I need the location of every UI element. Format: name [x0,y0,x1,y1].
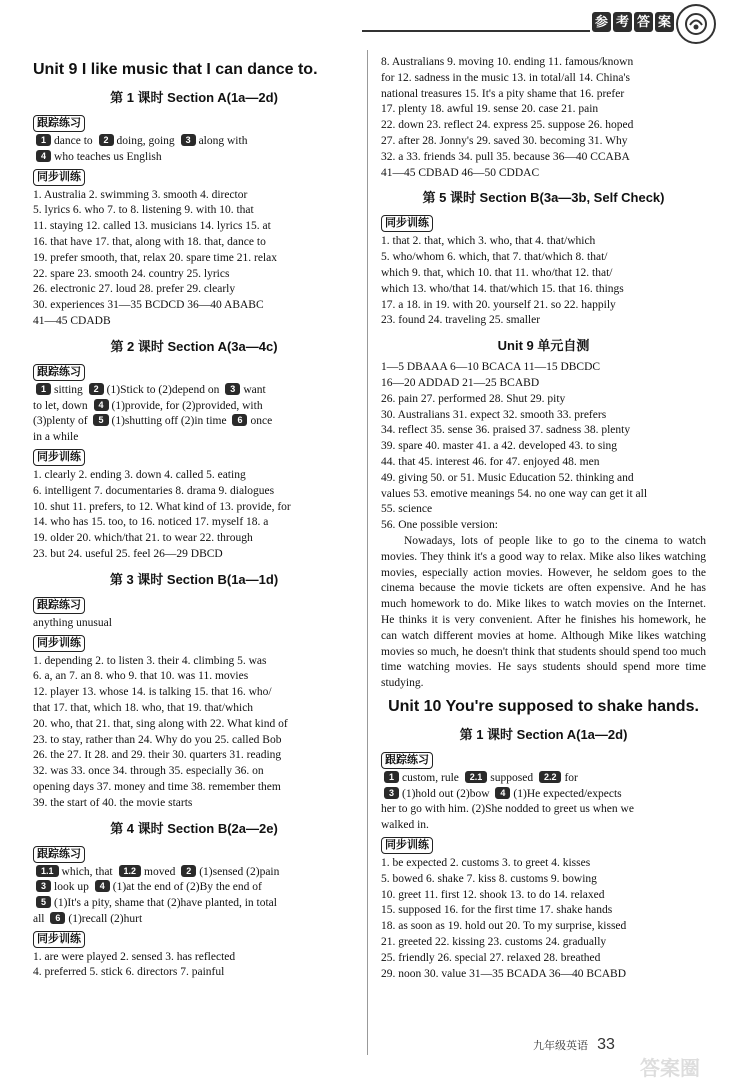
badge-char: 参 [592,12,611,32]
answer-line: 19. prefer smooth, that, relax 20. spare time 21. relax [33,251,277,264]
lesson-heading: 第 2 课时 Section A(3a—4c) [110,338,278,354]
answer-text: (1)hold out (2)bow [402,787,493,800]
answer-line: 23. found 24. traveling 25. smaller [381,314,541,327]
answer-text: all [33,912,48,925]
answer-line: in a while [33,431,79,444]
answer-line: 29. noon 30. value 31—35 BCADA 36—40 BCABD [381,967,627,980]
question-number-badge: 2 [89,383,104,395]
left-column [33,55,355,981]
section-tag: 跟踪练习 [381,752,433,769]
question-number-badge: 4 [36,150,51,162]
answer-line: 12. player 13. whose 14. is talking 15. that 16. who/ [33,686,272,699]
lesson-heading: Unit 9 单元自测 [497,338,590,354]
answer-line [33,150,355,166]
answer-line [33,880,355,896]
section-tag-row [33,594,355,616]
question-number-badge: 1 [36,134,51,146]
answer-line [33,896,355,912]
answer-line: for 12. sadness in the music 13. in total/all 14. China's [381,71,630,84]
answer-line: 11. staying 12. called 13. musicians 14. lyrics 15. at [33,220,271,233]
question-number-badge: 3 [384,787,399,799]
question-number-badge: 1 [384,771,399,783]
answer-line: 5. lyrics 6. who 7. to 8. listening 9. with 10. that [33,204,254,217]
answer-text: (1)provide, for (2)provided, with [111,399,263,412]
answer-text: moved [144,865,179,878]
section-tag-row [381,212,706,234]
answer-line: 6. a, an 7. an 8. who 9. that 10. was 11. movies [33,670,249,683]
answer-line: opening days 37. money and time 38. remember them [33,780,281,793]
badge-char: 考 [613,12,632,32]
answer-line: 27. after 28. Jonny's 29. saved 30. becoming 31. Why [381,134,628,147]
answer-line: 5. bowed 6. shake 7. kiss 8. customs 9. bowing [381,872,597,885]
answer-text: once [250,415,273,428]
answer-line: 30. experiences 31—35 BCDCD 36—40 ABABC [33,299,264,312]
answer-line: national treasures 15. It's a pity shame that 16. prefer [381,87,625,100]
answer-text: (1)It's a pity, shame that (2)have planted, in total [54,897,277,910]
watermark: 答案圈 [640,1058,700,1080]
answer-line: 1—5 DBAAA 6—10 BCACA 11—15 DBCDC [381,361,601,374]
footer-label: 九年级英语 [533,1040,588,1052]
answer-line: 1. are were played 2. sensed 3. has reflected [33,950,236,963]
right-column [381,55,706,982]
answer-line: 10. shut 11. prefers, to 12. What kind of 13. provide, for [33,500,291,513]
question-number-badge: 4 [495,787,510,799]
answer-line [33,912,355,928]
answer-line: 1. depending 2. to listen 3. their 4. climbing 5. was [33,654,267,667]
question-number-badge: 5 [93,414,108,426]
answer-line: 20. who, that 21. that, sing along with 22. What kind of [33,717,288,730]
answer-line: 15. supposed 16. for the first time 17. shake hands [381,904,613,917]
question-number-badge: 1.2 [119,865,142,877]
answer-text: look up [54,881,92,894]
answer-text: for [564,771,578,784]
answer-text: doing, going [116,135,178,147]
answer-text: (1)Stick to (2)depend on [106,383,223,396]
answer-line: 41—45 CDBAD 46—50 CDDAC [381,166,540,179]
question-number-badge: 3 [225,383,240,395]
badge-char: 答 [634,12,653,32]
answer-line: 8. Australians 9. moving 10. ending 11. famous/known [381,56,634,68]
badge-char: 案 [655,12,674,32]
answer-key-badge [592,12,674,32]
answer-line [33,383,355,399]
question-number-badge: 3 [36,880,51,892]
answer-line: 26. electronic 27. loud 28. prefer 29. clearly [33,283,236,296]
answer-line: 1. Australia 2. swimming 3. smooth 4. director [33,188,248,201]
question-number-badge: 2.1 [465,771,488,783]
answer-line: 23. to stay, rather than 24. Why do you 25. called Bob [33,733,282,746]
answer-line: 49. giving 50. or 51. Music Education 52. thinking and [381,471,634,484]
answer-line: 39. the start of 40. the movie starts [33,796,193,809]
answer-line: 5. who/whom 6. which, that 7. that/which 8. that/ [381,251,608,264]
answer-line: 23. but 24. useful 25. feel 26—29 DBCD [33,547,223,560]
answer-line [33,414,355,430]
answer-line: 14. who has 15. too, to 16. noticed 17. myself 18. a [33,516,269,529]
answer-line: that 17. that, which 18. who, that 19. that/which [33,701,254,714]
unit-title: Unit 9 I like music that I can dance to. [33,61,318,78]
section-tag: 同步训练 [33,449,85,466]
question-number-badge: 2 [99,134,114,146]
answer-text: (1)He expected/expects [513,787,622,800]
answer-line: 22. spare 23. smooth 24. country 25. lyrics [33,267,230,280]
column-divider [367,50,368,1055]
answer-line: 41—45 CDADB [33,314,111,327]
answer-line: 21. greeted 22. kissing 23. customs 24. gradually [381,936,607,949]
answer-text: which, that [61,865,116,878]
section-tag: 跟踪练习 [33,115,85,132]
answer-text: (3)plenty of [33,415,91,428]
answer-line: her to go with him. (2)She nodded to greet us when we [381,803,634,816]
answer-line [33,399,355,415]
answer-text: want [243,383,266,396]
section-tag-row [33,112,355,134]
lesson-heading: 第 3 课时 Section B(1a—1d) [109,571,279,587]
section-tag-row [33,361,355,383]
answer-line: which 9. that, which 10. that 11. who/that 12. that/ [381,266,613,279]
section-tag: 跟踪练习 [33,364,85,381]
unit-title: Unit 10 You're supposed to shake hands. [388,697,699,715]
answer-line: 34. reflect 35. sense 36. praised 37. sadness 38. plenty [381,424,631,437]
question-number-badge: 3 [181,134,196,146]
answer-line: 18. as soon as 19. hold out 20. To my surprise, kissed [381,920,627,933]
question-number-badge: 5 [36,896,51,908]
answer-line: 32. a 33. friends 34. pull 35. because 36—40 CCABA [381,150,630,163]
lesson-heading: 第 4 课时 Section B(2a—2e) [110,820,278,836]
header-rule [362,30,590,32]
answer-line: walked in. [381,819,429,832]
question-number-badge: 1 [36,383,51,395]
answer-text: (1)sensed (2)pain [199,865,280,878]
question-number-badge: 4 [94,399,109,411]
answer-line: 44. that 45. interest 46. for 47. enjoyed 48. men [381,455,600,468]
answer-line: 1. that 2. that, which 3. who, that 4. that/which [381,235,596,248]
answer-line: 32. was 33. once 34. through 35. especially 36. on [33,765,264,778]
answer-text: sitting [54,383,86,396]
section-tag-row [381,749,706,771]
answer-line: 39. spare 40. master 41. a 42. developed 43. to sing [381,440,618,453]
answer-line: which 13. who/that 14. that/which 15. that 16. things [381,282,624,295]
answer-text: along with [198,135,248,147]
answer-line [33,134,355,150]
answer-line: 16—20 ADDAD 21—25 BCABD [381,376,540,389]
answer-text: who teaches us English [54,150,162,163]
answer-line: 1. be expected 2. customs 3. to greet 4. kisses [381,857,591,870]
answer-line: 22. down 23. reflect 24. express 25. suppose 26. hoped [381,119,634,132]
question-number-badge: 4 [95,880,110,892]
answer-text: supposed [490,771,536,784]
section-tag-row [33,632,355,654]
answer-line [381,771,706,787]
page-footer [533,1036,615,1054]
question-number-badge: 1.1 [36,865,59,877]
answer-line: 56. One possible version: [381,519,498,532]
lesson-heading: 第 1 课时 Section A(1a—2d) [459,726,628,742]
answer-line: 16. that have 17. that, along with 18. that, dance to [33,235,266,248]
answer-text: dance to [54,135,96,147]
answer-line [381,787,706,803]
answer-text: to let, down [33,399,91,412]
answer-line [33,865,355,881]
answer-line: 19. older 20. which/that 21. to wear 22. through [33,532,253,545]
section-tag-row [381,834,706,856]
section-tag-row [33,843,355,865]
question-number-badge: 6 [50,912,65,924]
answer-line: 55. science [381,503,433,516]
section-tag: 同步训练 [33,169,85,186]
section-tag: 同步训练 [381,215,433,232]
question-number-badge: 2.2 [539,771,562,783]
section-tag: 同步训练 [381,837,433,854]
answer-line: 26. pain 27. performed 28. Shut 29. pity [381,392,566,405]
answer-line: values 53. emotive meanings 54. no one way can get it all [381,487,648,500]
answer-line: 10. greet 11. first 12. shook 13. to do 14. relaxed [381,888,605,901]
answer-line: 17. a 18. in 19. with 20. yourself 21. so 22. happily [381,298,616,311]
answer-line: 1. clearly 2. ending 3. down 4. called 5. eating [33,468,246,481]
question-number-badge: 6 [232,414,247,426]
section-tag-row [33,928,355,950]
answer-line: anything unusual [33,616,112,629]
answer-line: 30. Australians 31. expect 32. smooth 33. prefers [381,408,607,421]
logo-icon [676,4,716,44]
essay-paragraph: Nowadays, lots of people like to go to the cinema to watch movies. They think it's a good way to relax. Mike also likes watching movies, especially action movies. However, he seldom goes to the cinema because the movie tickets are often expensive. And he has much homework to do. Mike likes to watch movies on the Internet. He thinks it is very convenient. After he finishes his homework, he can watch different movies at home. Although Mike likes watching movies so much, he doesn't think that students should spend too much time watching movies. He says students should spend more time studying. [381,534,706,690]
section-tag: 同步训练 [33,931,85,948]
section-tag: 同步训练 [33,635,85,652]
answer-line: 6. intelligent 7. documentaries 8. drama 9. dialogues [33,484,275,497]
lesson-heading: 第 1 课时 Section A(1a—2d) [110,90,278,105]
answer-line: 26. the 27. It 28. and 29. their 30. quarters 31. reading [33,749,282,762]
answer-text: (1)shutting off (2)in time [111,415,230,428]
answer-line: 17. plenty 18. awful 19. sense 20. case 21. pain [381,103,599,116]
question-number-badge: 2 [181,865,196,877]
answer-text: (1)recall (2)hurt [68,912,143,925]
page-number: 33 [597,1036,615,1053]
section-tag-row [33,446,355,468]
answer-text: (1)at the end of (2)By the end of [112,881,262,894]
lesson-heading: 第 5 课时 Section B(3a—3b, Self Check) [422,190,665,206]
section-tag: 跟踪练习 [33,597,85,614]
answer-line: 4. preferred 5. stick 6. directors 7. painful [33,966,225,979]
answer-line: 25. friendly 26. special 27. relaxed 28. breathed [381,951,601,964]
answer-text: custom, rule [402,771,462,784]
section-tag: 跟踪练习 [33,846,85,863]
section-tag-row [33,166,355,188]
